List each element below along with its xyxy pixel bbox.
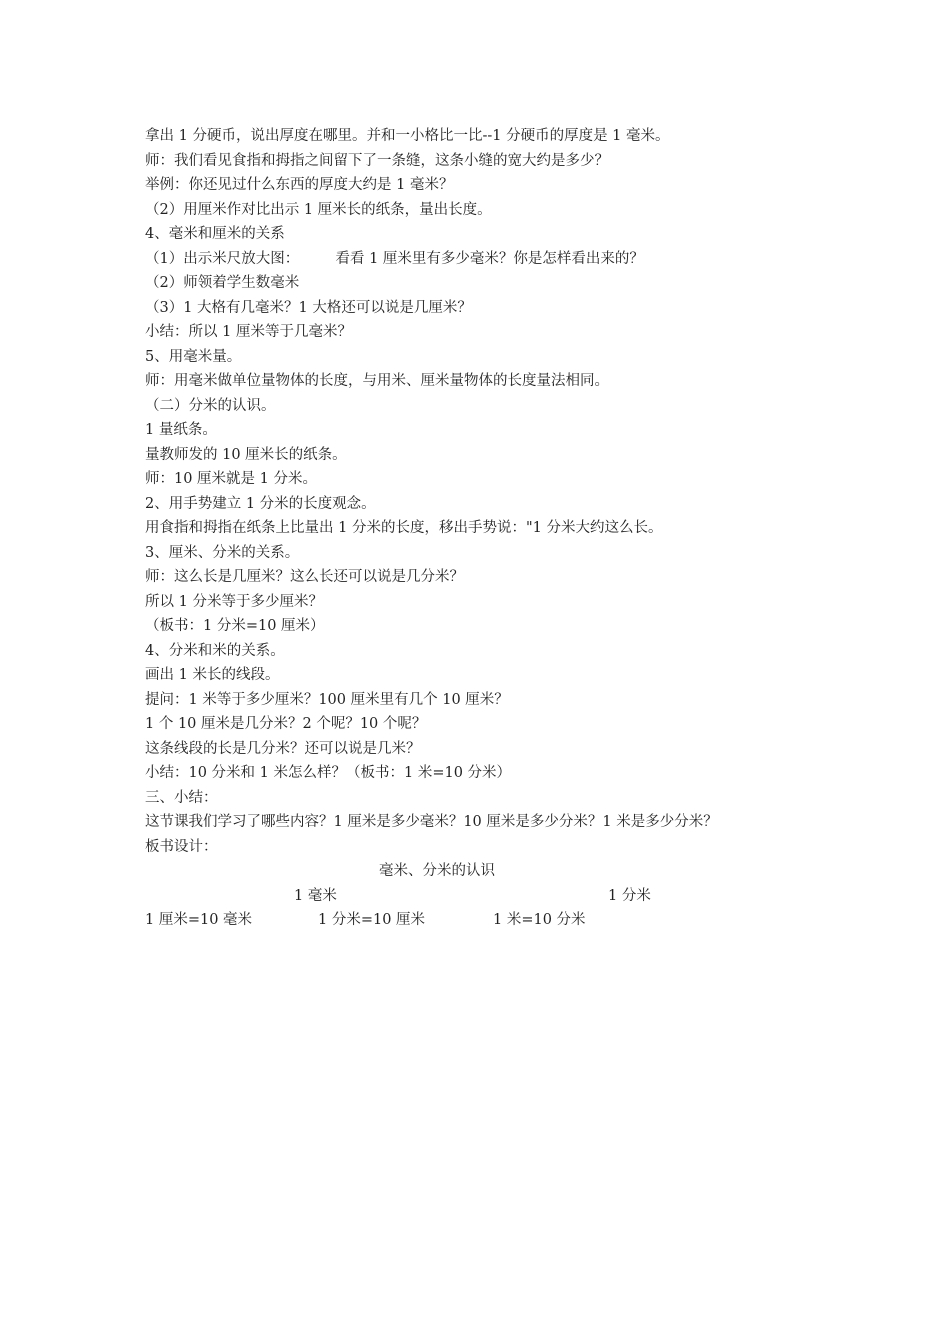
board-equation-cm-mm: 1 厘米=10 毫米	[145, 912, 253, 928]
text-line: 三、小结：	[145, 789, 218, 806]
text-line: 小结：10 分米和 1 米怎么样？（板书：1 米=10 分米）	[145, 765, 512, 781]
text-line: （3）1 大格有几毫米？1 大格还可以说是几厘米？	[145, 299, 472, 316]
text-line: 这节课我们学习了哪些内容？1 厘米是多少毫米？10 厘米是多少分米？1 米是多少分米？	[145, 814, 718, 830]
text-line: 这条线段的长是几分米？还可以说是几米？	[145, 740, 421, 757]
board-heading-dm: 1 分米	[608, 887, 651, 904]
text-line: （2）用厘米作对比出示 1 厘米长的纸条，量出长度。	[145, 201, 492, 218]
text-line: 提问：1 米等于多少厘米？100 厘米里有几个 10 厘米？	[145, 691, 509, 708]
board-equation-m-dm: 1 米=10 分米	[493, 912, 586, 928]
text-line: （板书：1 分米=10 厘米）	[145, 618, 325, 634]
text-line: 所以 1 分米等于多少厘米？	[145, 593, 323, 610]
text-line: 师：10 厘米就是 1 分米。	[145, 471, 318, 487]
text-line: 画出 1 米长的线段。	[145, 667, 280, 683]
text-line: 板书设计：	[145, 838, 218, 855]
text-line: （2）师领着学生数毫米	[145, 275, 300, 291]
text-line: 量教师发的 10 厘米长的纸条。	[145, 446, 347, 463]
board-heading-mm: 1 毫米	[294, 887, 337, 904]
text-line: 1 量纸条。	[145, 422, 217, 438]
board-heading-row	[145, 884, 845, 909]
text-line: 4、分米和米的关系。	[145, 642, 285, 659]
text-line: 用食指和拇指在纸条上比量出 1 分米的长度，移出手势说："1 分米大约这么长。	[145, 520, 663, 536]
text-line: 拿出 1 分硬币，说出厚度在哪里。并和一小格比一比--1 分硬币的厚度是 1 毫米。	[145, 128, 670, 144]
text-line: （二）分米的认识。	[145, 397, 276, 414]
board-title-row	[145, 859, 845, 884]
document-body	[145, 124, 845, 933]
board-title: 毫米、分米的认识	[379, 863, 495, 879]
text-line: 3、厘米、分米的关系。	[145, 544, 300, 561]
board-equation-row	[145, 908, 845, 933]
text-line: 小结：所以 1 厘米等于几毫米？	[145, 324, 352, 340]
text-line: 1 个 10 厘米是几分米？2 个呢？10 个呢？	[145, 716, 427, 732]
text-line: 2、用手势建立 1 分米的长度观念。	[145, 495, 376, 512]
text-line: （1）出示米尺放大图： 看看 1 厘米里有多少毫米？你是怎样看出来的？	[145, 250, 644, 267]
text-line: 4、毫米和厘米的关系	[145, 226, 285, 242]
text-line: 师：用毫米做单位量物体的长度，与用米、厘米量物体的长度量法相同。	[145, 373, 609, 389]
text-line: 师：这么长是几厘米？这么长还可以说是几分米？	[145, 569, 464, 585]
board-equation-dm-cm: 1 分米=10 厘米	[318, 912, 426, 928]
text-line: 师：我们看见食指和拇指之间留下了一条缝，这条小缝的宽大约是多少？	[145, 152, 609, 169]
text-line: 举例：你还见过什么东西的厚度大约是 1 毫米？	[145, 177, 454, 193]
text-line: 5、用毫米量。	[145, 348, 242, 365]
